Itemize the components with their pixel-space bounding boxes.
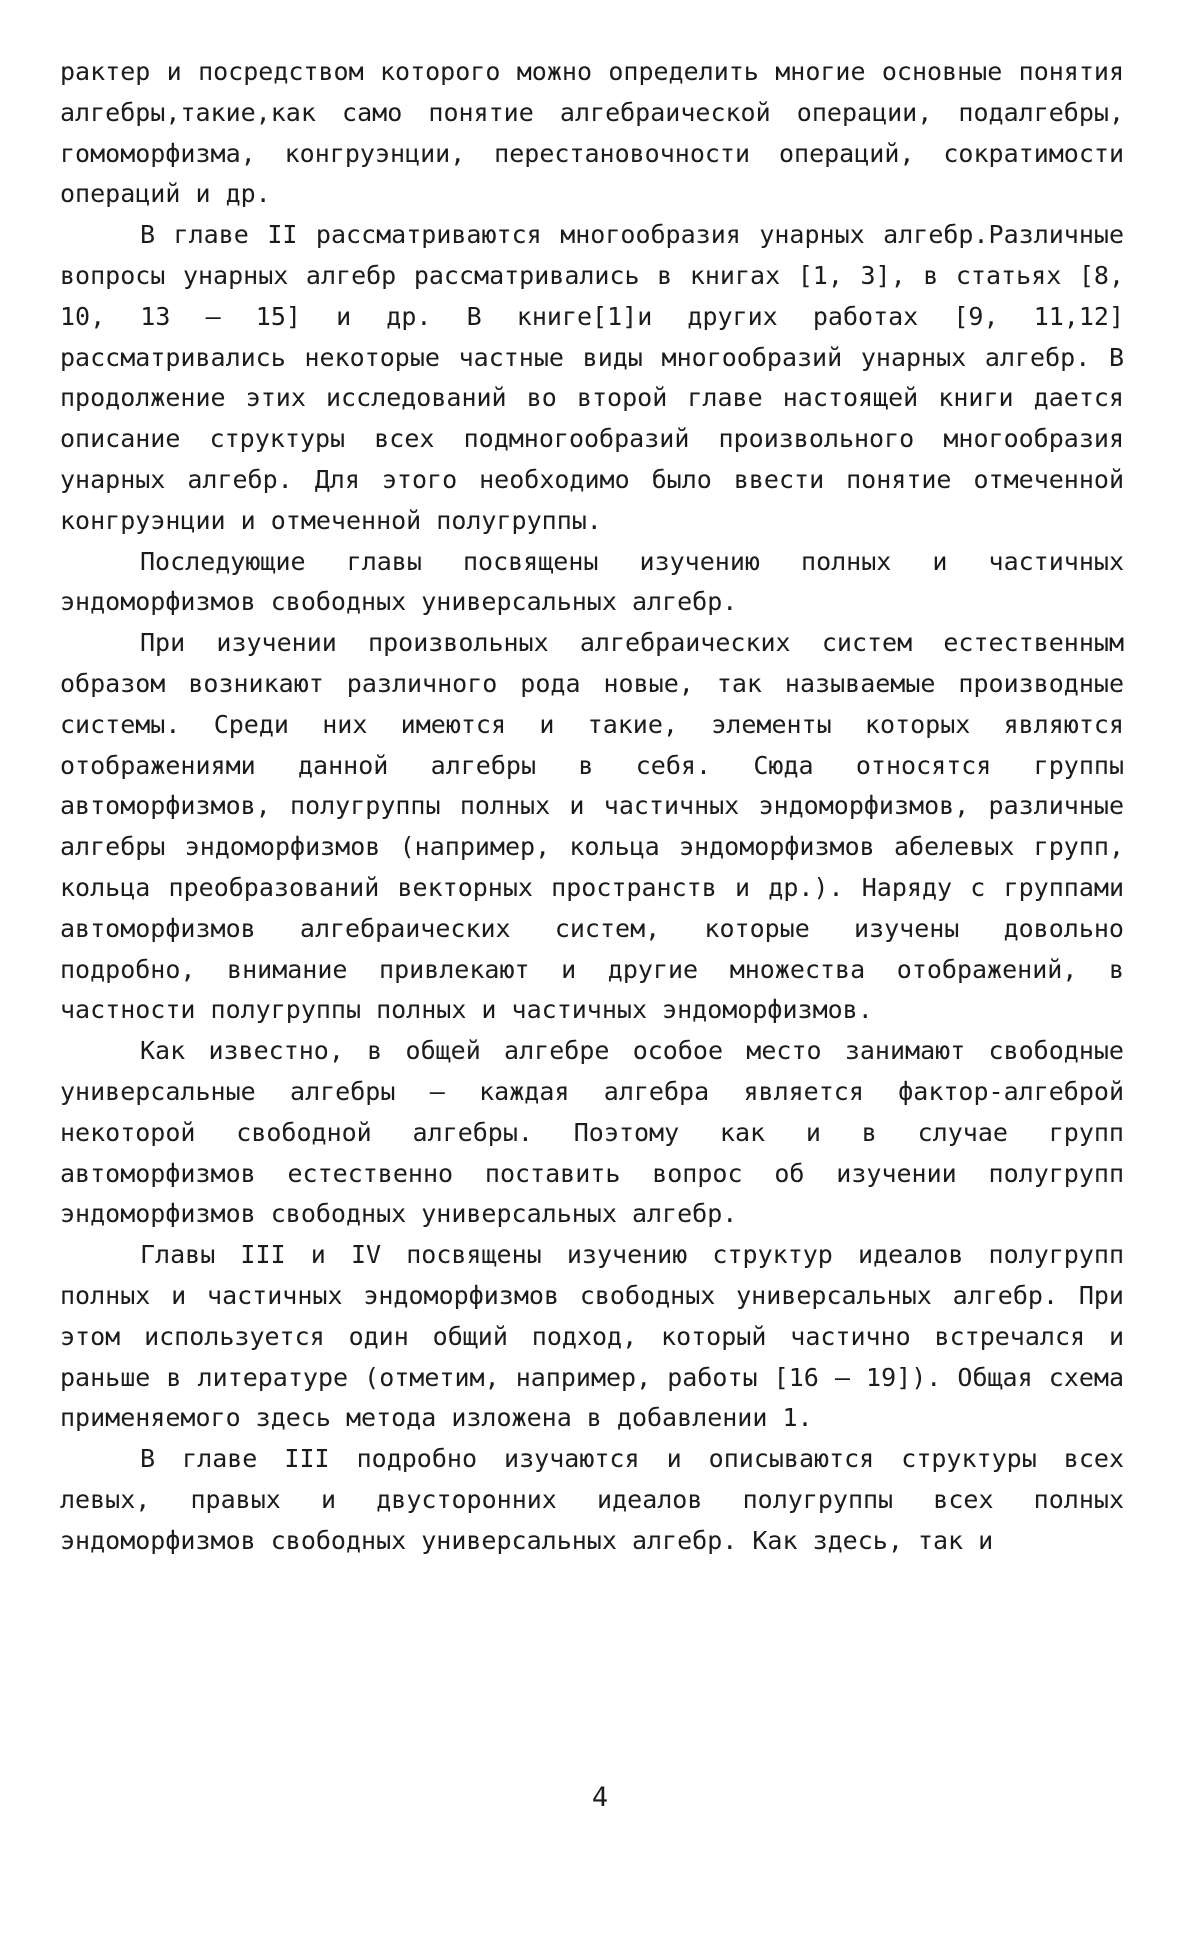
paragraph-free-algebras: Как известно, в общей алгебре особое место занимают свободные универсальные алгебры – каждая алгебра является фактор-алгеброй некоторой свободной алгебры. Поэтому как и в случае групп автоморфизмов естественно поставить вопрос об изучении полугрупп эндоморфизмов свободных универсальных алгебр. — [60, 1036, 1124, 1229]
paragraph-continuation: рактер и посредством которого можно определить многие основные понятия алгебры,такие,как само понятие алгебраической операции, подалгебры, гомоморфизма, конгруэнции, перестановочности операций, сократимости операций и др. — [60, 57, 1124, 209]
paragraph-following-chapters: Последующие главы посвящены изучению полных и частичных эндоморфизмов свободных универсальных алгебр. — [60, 546, 1124, 617]
paragraph-derived-systems: При изучении произвольных алгебраических систем естественным образом возникают различного рода новые, так называемые производные системы. Среди них имеются и такие, элементы которых являются отображениями данной алгебры в себя. Сюда относятся группы автоморфизмов, полугруппы полных и частичных эндоморфизмов, различные алгебры эндоморфизмов (например, кольца эндоморфизмов абелевых групп, кольца преобразований векторных пространств и др.). Наряду с группами автоморфизмов алгебраических систем, которые изучены довольно подробно, внимание привлекают и другие множества отображений, в частности полугруппы полных и частичных эндоморфизмов. — [60, 628, 1124, 1025]
paragraph-chapter-2: В главе II рассматриваются многообразия унарных алгебр.Различные вопросы унарных алгебр рассматривались в книгах [1, 3], в статьях [8, 10, 13 – 15] и др. В книге[1]и других работах [9, 11,12] рассматривались некоторые частные виды многообразий унарных алгебр. В продолжение этих исследований во второй главе настоящей книги дается описание структуры всех подмногообразий произвольного многообразия унарных алгебр. Для этого необходимо было ввести понятие отмеченной конгруэнции и отмеченной полугруппы. — [60, 220, 1124, 535]
paragraph-chapters-3-4: Главы III и IV посвящены изучению структур идеалов полугрупп полных и частичных эндоморфизмов свободных универсальных алгебр. При этом используется один общий подход, который частично встречался и раньше в литературе (отметим, например, работы [16 – 19]). Общая схема применяемого здесь метода изложена в добавлении 1. — [60, 1240, 1124, 1433]
paragraph-chapter-3: В главе III подробно изучаются и описываются структуры всех левых, правых и двусторонних идеалов полугруппы всех полных эндоморфизмов свободных универсальных алгебр. Как здесь, так и — [60, 1444, 1124, 1555]
page-number: 4 — [591, 1782, 609, 1813]
body-text — [60, 52, 1124, 1561]
